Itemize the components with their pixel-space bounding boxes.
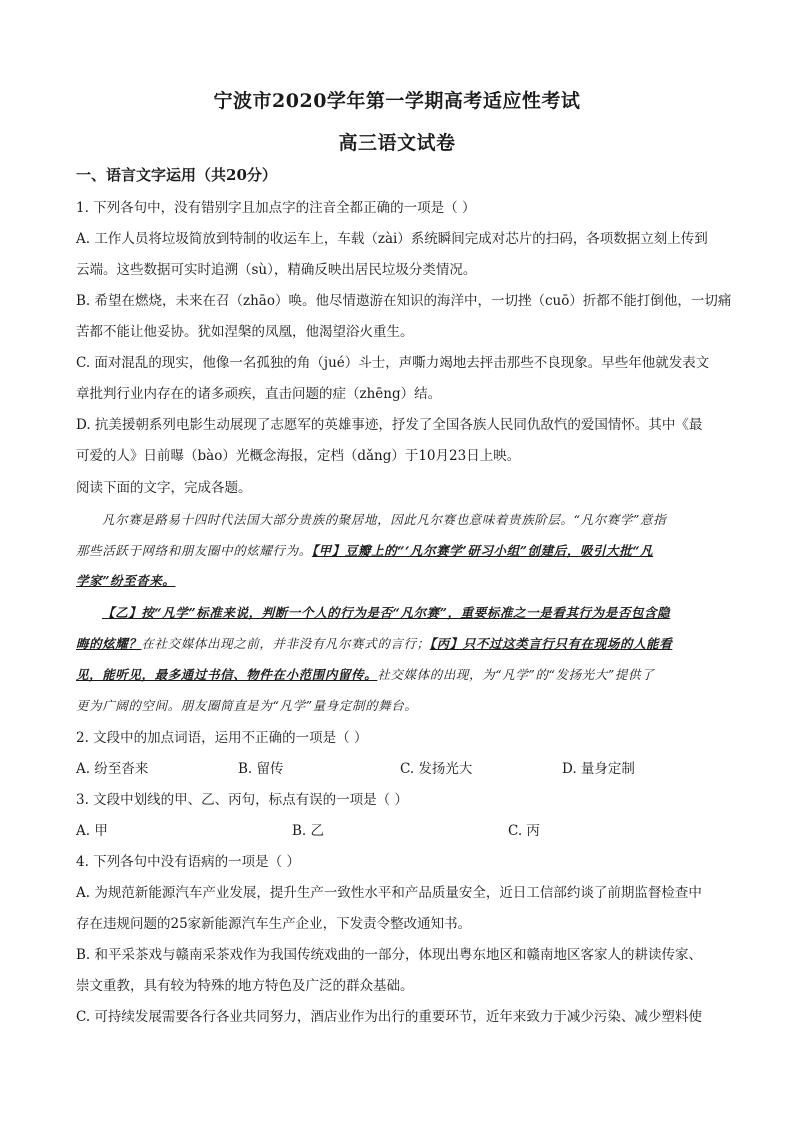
question-2-option-d: D. 量身定制 [562, 761, 635, 777]
question-4-option-c: C. 可持续发展需要各行各业共同努力，酒店业作为出行的重要环节，近年来致力于减少污染、减少塑料使 [76, 1009, 702, 1025]
question-2-stem: 2. 文段中的加点词语，运用不正确的一项是（ ） [76, 730, 368, 746]
question-1-option-a-cont: 云端。这些数据可实时追溯（sù），精确反映出居民垃圾分类情况。 [76, 262, 477, 278]
passage-line [76, 571, 726, 591]
exam-subtitle: 高三语文试卷 [338, 132, 456, 154]
underlined-sentence-jia: 【甲】豆瓣上的“‘凡尔赛学’研习小组”创建后，吸引大批“凡 [311, 543, 654, 558]
question-2-option-b: B. 留传 [238, 761, 284, 777]
question-3-option-c: C. 丙 [508, 823, 540, 839]
question-1-option-a: A. 工作人员将垃圾简放到特制的收运车上，车载（zài）系统瞬间完成对芯片的扫码，各项数据立刻上传到 [76, 231, 708, 247]
question-1-stem: 1. 下列各句中，没有错别字且加点字的注音全都正确的一项是（ ） [76, 200, 476, 216]
question-1-option-d: D. 抗美援朝系列电影生动展现了志愿军的英雄事迹，抒发了全国各族人民同仇敌忾的爱国情怀。其中《最 [76, 417, 703, 433]
underlined-sentence-bing-cont: 见，能听见，最多通过书信、物件在小范围内留传。 [76, 667, 378, 682]
question-1-option-c: C. 面对混乱的现实，他像一名孤独的角（jué）斗士，声嘶力竭地去抨击那些不良现象。早些年他就发表文 [76, 355, 710, 371]
passage-line: 凡尔赛是路易十四时代法国大部分贵族的聚居地，因此凡尔赛也意味着贵族阶层。“凡尔赛学”意指 [102, 512, 667, 527]
section-heading: 一、语言文字运用（共20分） [76, 166, 277, 184]
reading-instruction: 阅读下面的文字，完成各题。 [76, 480, 252, 496]
question-3-stem: 3. 文段中划线的甲、乙、丙句，标点有误的一项是（ ） [76, 792, 408, 808]
underlined-sentence-jia-cont: 学家”纷至沓来。 [76, 573, 176, 588]
passage-text: 社交媒体的出现，为“凡学”的“发扬光大”提供了 [377, 667, 655, 682]
exam-title: 宁波市2020学年第一学期高考适应性考试 [213, 90, 581, 112]
passage-line [76, 665, 726, 685]
underlined-sentence-yi: 【乙】按“凡学”标准来说，判断一个人的行为是否“凡尔赛”，重要标准之一是看其行为是否包含隐 [102, 605, 671, 620]
question-1-option-d-cont: 可爱的人》日前曝（bào）光概念海报，定档（dǎng）于10月23日上映。 [76, 448, 521, 464]
passage-line [76, 541, 726, 561]
passage-line: 更为广阔的空间。朋友圈简直是为“凡学”量身定制的舞台。 [76, 698, 418, 713]
passage-text: 那些活跃于网络和朋友圈中的炫耀行为。 [76, 543, 312, 558]
question-4-option-b: B. 和平采茶戏与赣南采茶戏作为我国传统戏曲的一部分，体现出粤东地区和赣南地区客家人的耕读传家、 [76, 947, 703, 963]
question-4-stem: 4. 下列各句中没有语病的一项是（ ） [76, 854, 300, 870]
question-3-option-a: A. 甲 [76, 823, 108, 839]
underlined-sentence-bing: 【丙】只不过这类言行只有在现场的人能看 [429, 636, 673, 651]
question-4-option-a: A. 为规范新能源汽车产业发展，提升生产一致性水平和产品质量安全，近日工信部约谈了前期监督检查中 [76, 885, 702, 901]
question-1-option-c-cont: 章批判行业内存在的诸多顽疾，直击问题的症（zhēng）结。 [76, 386, 442, 402]
question-4-option-a-cont: 存在违规问题的25家新能源汽车生产企业，下发责令整改通知书。 [76, 916, 472, 932]
passage-text: 在社交媒体出现之前，并非没有凡尔赛式的言行； [141, 636, 430, 651]
underlined-sentence-yi-cont: 晦的炫耀？ [76, 636, 142, 651]
question-1-option-b: B. 希望在燃烧，未来在召（zhāo）唤。他尽情遨游在知识的海洋中，一切挫（cuō）折都不能打倒他，一切痛 [76, 293, 732, 309]
passage-line [76, 634, 726, 654]
question-2-option-c: C. 发扬光大 [400, 761, 473, 777]
question-1-option-b-cont: 苦都不能让他妥协。犹如涅槃的凤凰，他渴望浴火重生。 [76, 324, 414, 340]
passage-line [102, 603, 726, 623]
question-2-option-a: A. 纷至沓来 [76, 761, 149, 777]
question-4-option-b-cont: 崇文重教，具有较为特殊的地方特色及广泛的群众基础。 [76, 978, 414, 994]
question-3-option-b: B. 乙 [292, 823, 325, 839]
